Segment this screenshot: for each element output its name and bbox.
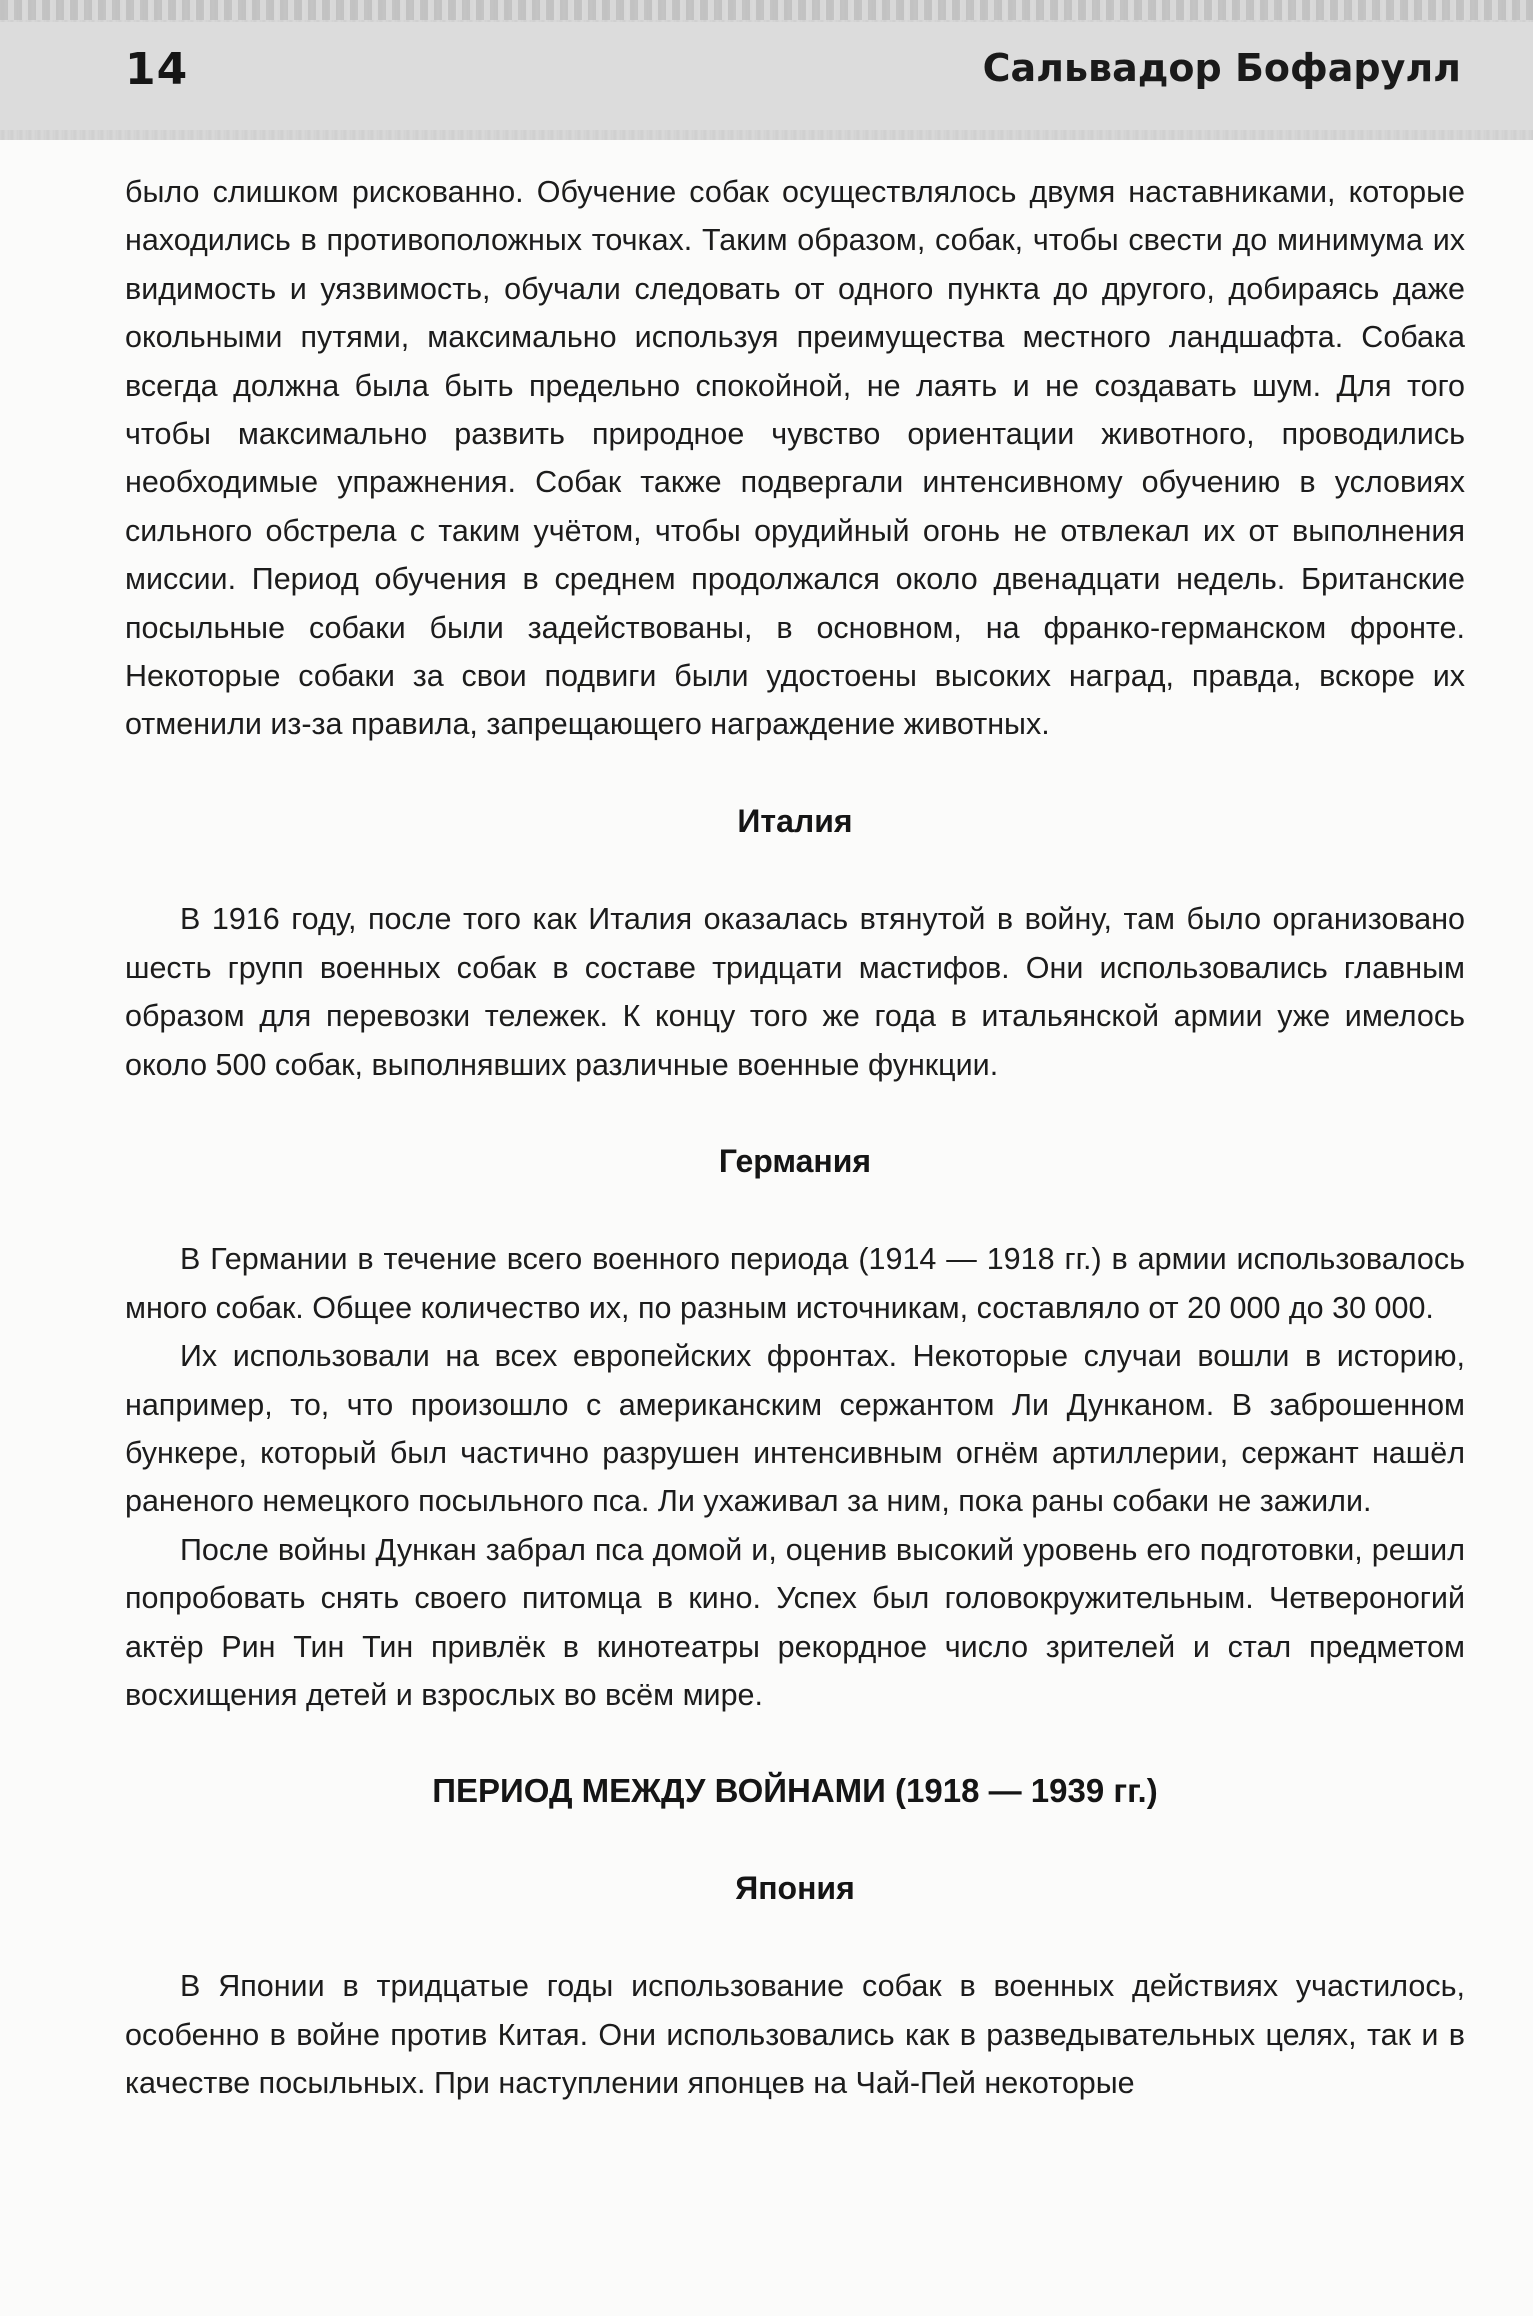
heading-italy: Италия [737, 802, 853, 839]
paragraph-germany-1: В Германии в течение всего военного периода (1914 — 1918 гг.) в армии использовалось много собак. Общее количество их, по разным источникам, составляло от 20 000 до 30 000. [125, 1242, 1465, 1325]
heading-germany: Германия [718, 1142, 872, 1179]
heading-interwar: ПЕРИОД МЕЖДУ ВОЙНАМИ (1918 — 1939 гг.) [432, 1772, 1158, 1810]
page-header [0, 0, 1533, 140]
paragraph-italy: В 1916 году, после того как Италия оказалась втянутой в войну, там было организовано шесть групп военных собак в составе тридцати мастифов. Они использовались главным образом для перевозки тележек. К концу того же года в итальянской армии уже имелось около 500 собак, выполнявших различные военные функции. [125, 902, 1465, 1082]
header-stripe [0, 0, 1533, 20]
paragraph-continued: было слишком рискованно. Обучение собак осуществлялось двумя наставниками, которые находились в противоположных точках. Таким образом, собак, чтобы свести до минимума их видимость и уязвимость, обучали следовать от одного пункта до другого, добираясь даже окольными путями, максимально используя преимущества местного ландшафта. Собака всегда должна была быть предельно спокойной, не лаять и не создавать шум. Для того чтобы максимально развить природное чувство ориентации животного, проводились необходимые упражнения. Собак также подвергали интенсивному обучению в условиях сильного обстрела с таким учётом, чтобы орудийный огонь не отвлекал их от выполнения миссии. Период обучения в среднем продолжался около двенадцати недель. Британские посыльные собаки были задействованы, в основном, на франко-германском фронте. Некоторые собаки за свои подвиги были удостоены высоких наград, правда, вскоре их отменили из-за правила, запрещающего награждение животных. [125, 175, 1465, 742]
page-number: 14 [125, 44, 189, 95]
heading-japan: Япония [735, 1869, 855, 1906]
paragraph-japan: В Японии в тридцатые годы использование собак в военных действиях участилось, особенно в войне против Китая. Они использовались как в разведывательных целях, так и в качестве посыльных. При наступлении японцев на Чай-Пей некоторые [125, 1969, 1465, 2100]
paragraph-germany-2: Их использовали на всех европейских фронтах. Некоторые случаи вошли в историю, например, то, что произошло с американским сержантом Ли Дунканом. В заброшенном бункере, который был частично разрушен интенсивным огнём артиллерии, сержант нашёл раненого немецкого посыльного пса. Ли ухаживал за ним, пока раны собаки не зажили. [125, 1339, 1465, 1519]
page-content [125, 168, 1465, 2107]
paragraph-germany-3: После войны Дункан забрал пса домой и, оценив высокий уровень его подготовки, решил попробовать снять своего питомца в кино. Успех был головокружительным. Четвероногий актёр Рин Тин Тин привлёк в кинотеатры рекордное число зрителей и стал предметом восхищения детей и взрослых во всём мире. [125, 1532, 1465, 1712]
running-head-author: Сальвадор Бофарулл [982, 46, 1461, 90]
